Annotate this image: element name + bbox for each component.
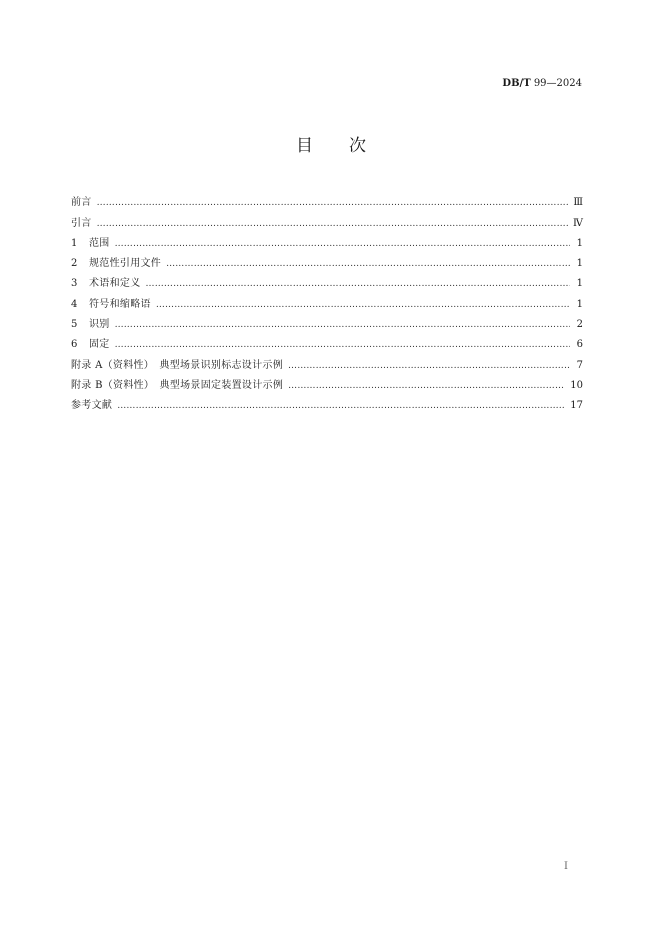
toc-dot-leader [115,237,570,251]
toc-entry-label [71,237,110,251]
page-number: I [564,861,568,872]
toc-entry-label [71,277,141,291]
toc-entry-label: 引言 [71,217,92,229]
toc-entry-fixing[interactable] [71,332,583,352]
document-code-prefix: DB/T [502,78,531,89]
toc-entry-bibliography[interactable] [71,393,583,413]
toc-dot-leader [115,318,570,332]
toc-entry-page: 6 [576,339,583,351]
toc-entry-text: 规范性引用文件 [89,258,162,270]
toc-entry-text: 术语和定义 [89,278,141,290]
toc-dot-leader [146,277,571,291]
toc-entry-label: 附录 B（资料性） 典型场景固定装置设计示例 [71,379,284,391]
toc-dot-leader [288,379,565,393]
toc-entry-text: 范围 [89,237,110,249]
toc-dot-leader [97,217,568,231]
table-of-contents [71,190,583,413]
toc-entry-label [71,257,161,271]
toc-entry-page: 10 [570,379,583,391]
toc-entry-label [71,338,110,352]
toc-entry-number: 2 [71,258,78,270]
toc-dot-leader [288,359,570,373]
toc-dot-leader [115,338,570,352]
toc-entry-page: Ⅳ [573,217,583,229]
toc-entry-page: 1 [576,298,583,310]
toc-entry-number: 1 [71,237,78,249]
toc-entry-text: 符号和缩略语 [89,298,151,310]
toc-entry-number: 3 [71,278,78,290]
toc-entry-preface[interactable] [71,190,583,210]
toc-entry-page: Ⅲ [573,197,583,209]
toc-entry-page: 1 [576,258,583,270]
toc-dot-leader [117,399,565,413]
toc-entry-scope[interactable] [71,231,583,251]
toc-entry-introduction[interactable] [71,210,583,230]
toc-entry-page: 7 [576,359,583,371]
toc-dot-leader [97,196,569,210]
toc-entry-terms-definitions[interactable] [71,271,583,291]
document-code [502,77,582,91]
toc-entry-number: 4 [71,298,78,310]
toc-entry-label [71,318,110,332]
toc-entry-normative-references[interactable] [71,251,583,271]
toc-dot-leader [156,298,570,312]
toc-entry-page: 1 [576,237,583,249]
toc-entry-symbols-abbreviations[interactable] [71,291,583,311]
toc-entry-identification[interactable] [71,312,583,332]
toc-entry-number: 5 [71,319,78,331]
toc-entry-appendix-a[interactable] [71,352,583,372]
toc-entry-page: 17 [570,400,583,412]
toc-dot-leader [166,257,570,271]
toc-entry-number: 6 [71,339,78,351]
toc-entry-label [71,298,151,312]
document-code-number: 99—2024 [530,78,582,89]
toc-entry-label: 附录 A（资料性） 典型场景识别标志设计示例 [71,359,283,371]
toc-entry-text: 识别 [89,319,110,331]
toc-entry-page: 2 [576,319,583,331]
toc-entry-label: 参考文献 [71,400,113,412]
toc-entry-text: 固定 [89,339,110,351]
toc-entry-label: 前言 [71,197,92,209]
page-title: 目次 [296,136,402,156]
toc-entry-page: 1 [576,278,583,290]
toc-entry-appendix-b[interactable] [71,373,583,393]
